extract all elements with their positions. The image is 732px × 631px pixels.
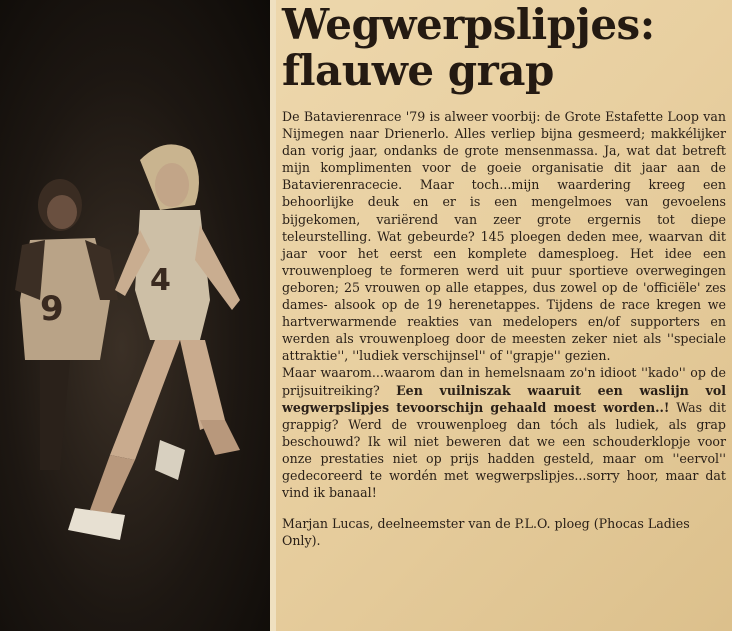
paragraph-2 (282, 364, 726, 501)
runners-photo (0, 0, 270, 631)
paragraph-2-end: Was dit grappig? Werd de vrouwenploeg dan tóch als ludiek, als grap beschouwd? Ik wil niet beweren dat we een schouderklopje voor onze prestaties niet op prijs hadden gesteld, maar om ''eervol'' gedecoreerd te wordén met wegwerpslipjes...sorry hoor, maar dat vind ik banaal! (282, 399, 726, 501)
headline-line-1: Wegwerpslipjes: (282, 0, 655, 49)
bib-left: 9 (40, 289, 64, 329)
headline-line-2: flauwe grap (282, 46, 554, 95)
column-divider (270, 0, 276, 631)
left-runner (15, 179, 118, 470)
paragraph-2-start: Maar waarom...waarom dan in hemelsnaam zo'n idioot ''kado'' op de prijsuitreiking? (282, 365, 726, 398)
bib-right: 4 (150, 263, 171, 298)
runners-photo-icon (0, 0, 270, 631)
article-body (282, 108, 726, 501)
article (282, 0, 726, 631)
headline (282, 0, 726, 94)
paragraph-2-bold: Een vuilniszak waaruit een waslijn vol wegwerpslipjes tevoorschijn gehaald moest worden..! (282, 382, 726, 415)
byline: Marjan Lucas, deelneemster van de P.L.O. ploeg (Phocas Ladies Only). (282, 516, 690, 549)
paragraph-1: De Batavierenrace '79 is alweer voorbij: de Grote Estafette Loop van Nijmegen naar Drienerlo. Alles verliep bijna gesmeerd; makkélijker dan vorig jaar, ondanks de grote mensenmassa. Ja, wat dat betreft mijn komplimenten voor de goeie organisatie dit jaar aan de Batavierenracecie. Maar toch...mijn waardering kreeg een behoorlijke deuk en er is een mengelmoes van gevoelens bijgekomen, variërend van zeer grote ergernis tot diepe teleurstelling. Wat gebeurde? 145 ploegen deden mee, waarvan dit jaar voor het eerst een komplete damesploeg. Het idee een vrouwenploeg te formeren werd uit puur sportieve overwegingen geboren; 25 vrouwen op alle etappes, dus zowel op de 'officiële' zes dames- alsook op de 19 herenetappes. Tijdens de race kregen we hartverwarmende reakties van medelopers en/of supporters en werden als vrouwenploeg door de meesten zeker niet als ''speciale attraktie'', ''ludiek verschijnsel'' of ''grapje'' gezien. (282, 109, 726, 364)
